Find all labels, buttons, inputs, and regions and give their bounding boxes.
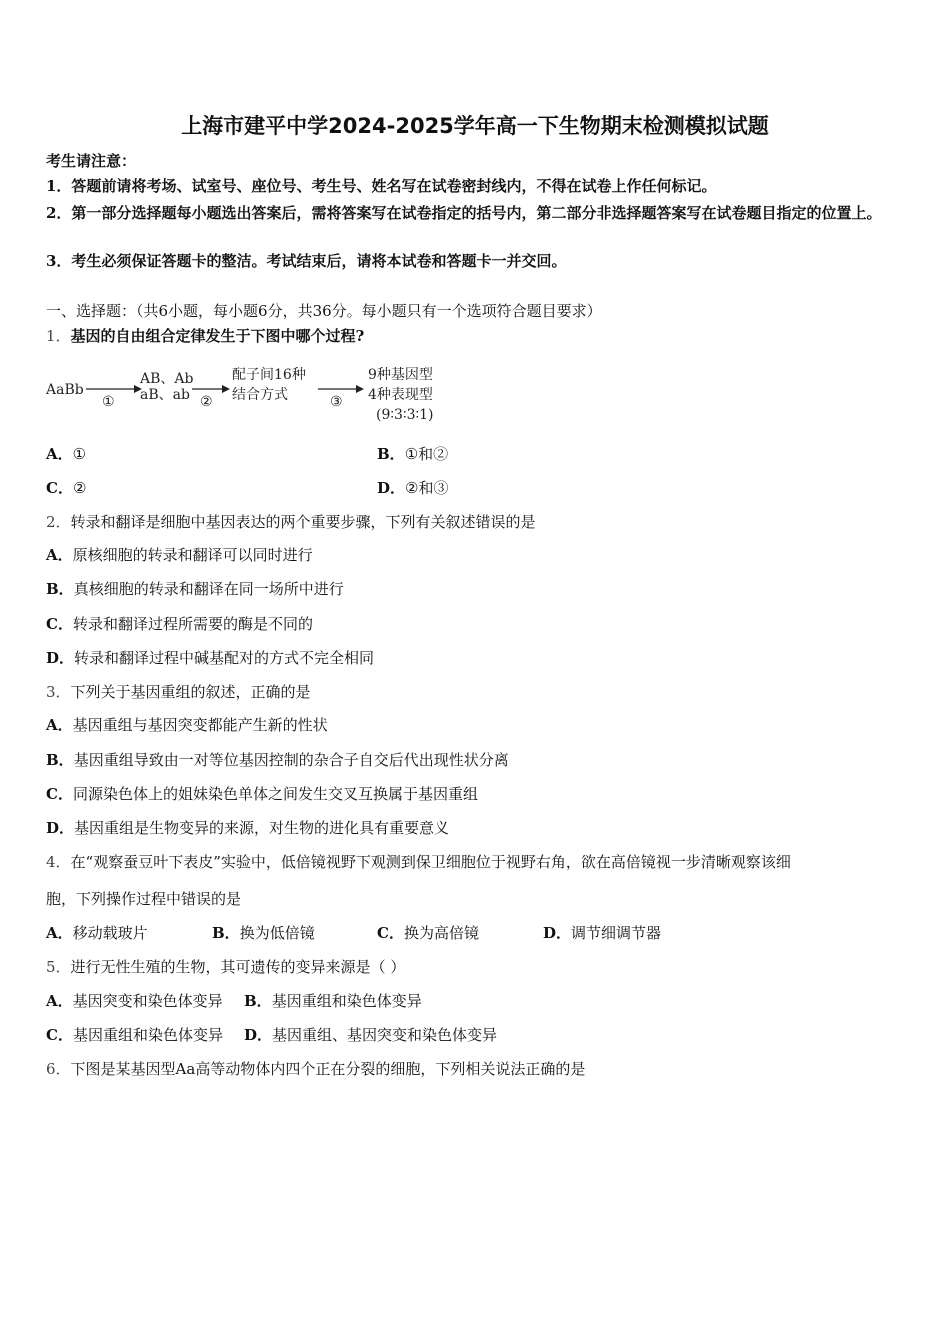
question-number: 4． [46,853,71,871]
question-stem: 在“观察蚕豆叶下表皮”实验中，低倍镜视野下观测到保卫细胞位于视野右角，欲在高倍镜视一步清晰观察该细 [70,853,791,871]
q3-option-c[interactable]: C．同源染色体上的姐妹染色单体之间发生交叉互换属于基因重组 [46,785,478,803]
question-2 [46,512,536,532]
q2-option-d[interactable]: D．转录和翻译过程中碱基配对的方式不完全相同 [46,649,375,667]
question-5 [46,957,405,977]
question-stem: 下列关于基因重组的叙述，正确的是 [70,683,311,701]
q4-option-d[interactable]: D．调节细调节器 [543,924,662,942]
q3-option-b[interactable]: B．基因重组导致由一对等位基因控制的杂合子自交后代出现性状分离 [46,751,509,769]
question-stem: 基因的自由组合定律发生于下图中哪个过程? [70,327,365,345]
question-number: 3． [46,683,71,701]
question-stem: 进行无性生殖的生物，其可遗传的变异来源是（ ） [70,958,406,976]
notice-item-1: 1．答题前请将考场、试室号、座位号、考生号、姓名写在试卷密封线内，不得在试卷上作任何标记。 [46,177,717,195]
question-4 [46,852,791,872]
diagram-genotype: AaBb [46,382,84,398]
q3-option-d[interactable]: D．基因重组是生物变异的来源，对生物的进化具有重要意义 [46,819,450,837]
question-stem: 转录和翻译是细胞中基因表达的两个重要步骤，下列有关叙述错误的是 [70,513,536,531]
q5-option-a[interactable]: A．基因突变和染色体变异 [46,992,223,1010]
question-number: 1． [46,327,71,345]
q1-option-b[interactable]: B．①和② [377,445,449,463]
notice-heading: 考生请注意： [46,152,137,170]
q5-option-d[interactable]: D．基因重组、基因突变和染色体变异 [244,1026,498,1044]
diagram-gametes-1: AB、Ab [140,371,194,387]
arrow-3-head [356,385,364,393]
q4-option-a[interactable]: A．移动载玻片 [46,924,148,942]
diagram-combo-2: 结合方式 [232,387,288,403]
question-number: 2． [46,513,71,531]
question-stem: 下图是某基因型Aa高等动物体内四个正在分裂的细胞，下列相关说法正确的是 [70,1060,586,1078]
exam-title: 上海市建平中学2024-2025学年高一下生物期末检测模拟试题 [181,114,769,138]
question-3 [46,682,311,702]
question-1 [46,326,364,346]
question-number: 6． [46,1060,71,1078]
q5-option-c[interactable]: C．基因重组和染色体变异 [46,1026,223,1044]
q5-option-b[interactable]: B．基因重组和染色体变异 [244,992,422,1010]
diagram-step-2: ② [200,394,213,410]
q1-option-a[interactable]: A．① [46,445,87,463]
diagram-result-3: (9∶3∶3∶1) [376,407,434,423]
question-6 [46,1059,585,1079]
diagram-result-2: 4种表现型 [368,387,433,403]
section-heading: 一、选择题：（共6小题，每小题6分，共36分。每小题只有一个选项符合题目要求） [46,302,602,320]
notice-item-3: 3．考生必须保证答题卡的整洁。考试结束后，请将本试卷和答题卡一并交回。 [46,252,567,270]
diagram-step-1: ① [102,394,115,410]
q4-option-c[interactable]: C．换为高倍镜 [377,924,479,942]
diagram-result-1: 9种基因型 [368,367,433,383]
notice-item-2: 2．第一部分选择题每小题选出答案后，需将答案写在试卷指定的括号内，第二部分非选择题答案写在试卷题目指定的位置上。 [46,204,882,222]
question-4-cont: 胞，下列操作过程中错误的是 [46,890,242,908]
arrow-2-head [222,385,230,393]
question-number: 5． [46,958,71,976]
q1-option-c[interactable]: C．② [46,479,87,497]
diagram-step-3: ③ [330,394,343,410]
diagram-combo-1: 配子间16种 [232,367,306,383]
q2-option-c[interactable]: C．转录和翻译过程所需要的酶是不同的 [46,615,313,633]
q2-option-b[interactable]: B．真核细胞的转录和翻译在同一场所中进行 [46,580,344,598]
q2-option-a[interactable]: A．原核细胞的转录和翻译可以同时进行 [46,546,313,564]
q3-option-a[interactable]: A．基因重组与基因突变都能产生新的性状 [46,716,328,734]
diagram-gametes-2: aB、ab [140,387,190,403]
q4-option-b[interactable]: B．换为低倍镜 [212,924,315,942]
q1-option-d[interactable]: D．②和③ [377,479,449,497]
gene-diagram [46,364,466,428]
